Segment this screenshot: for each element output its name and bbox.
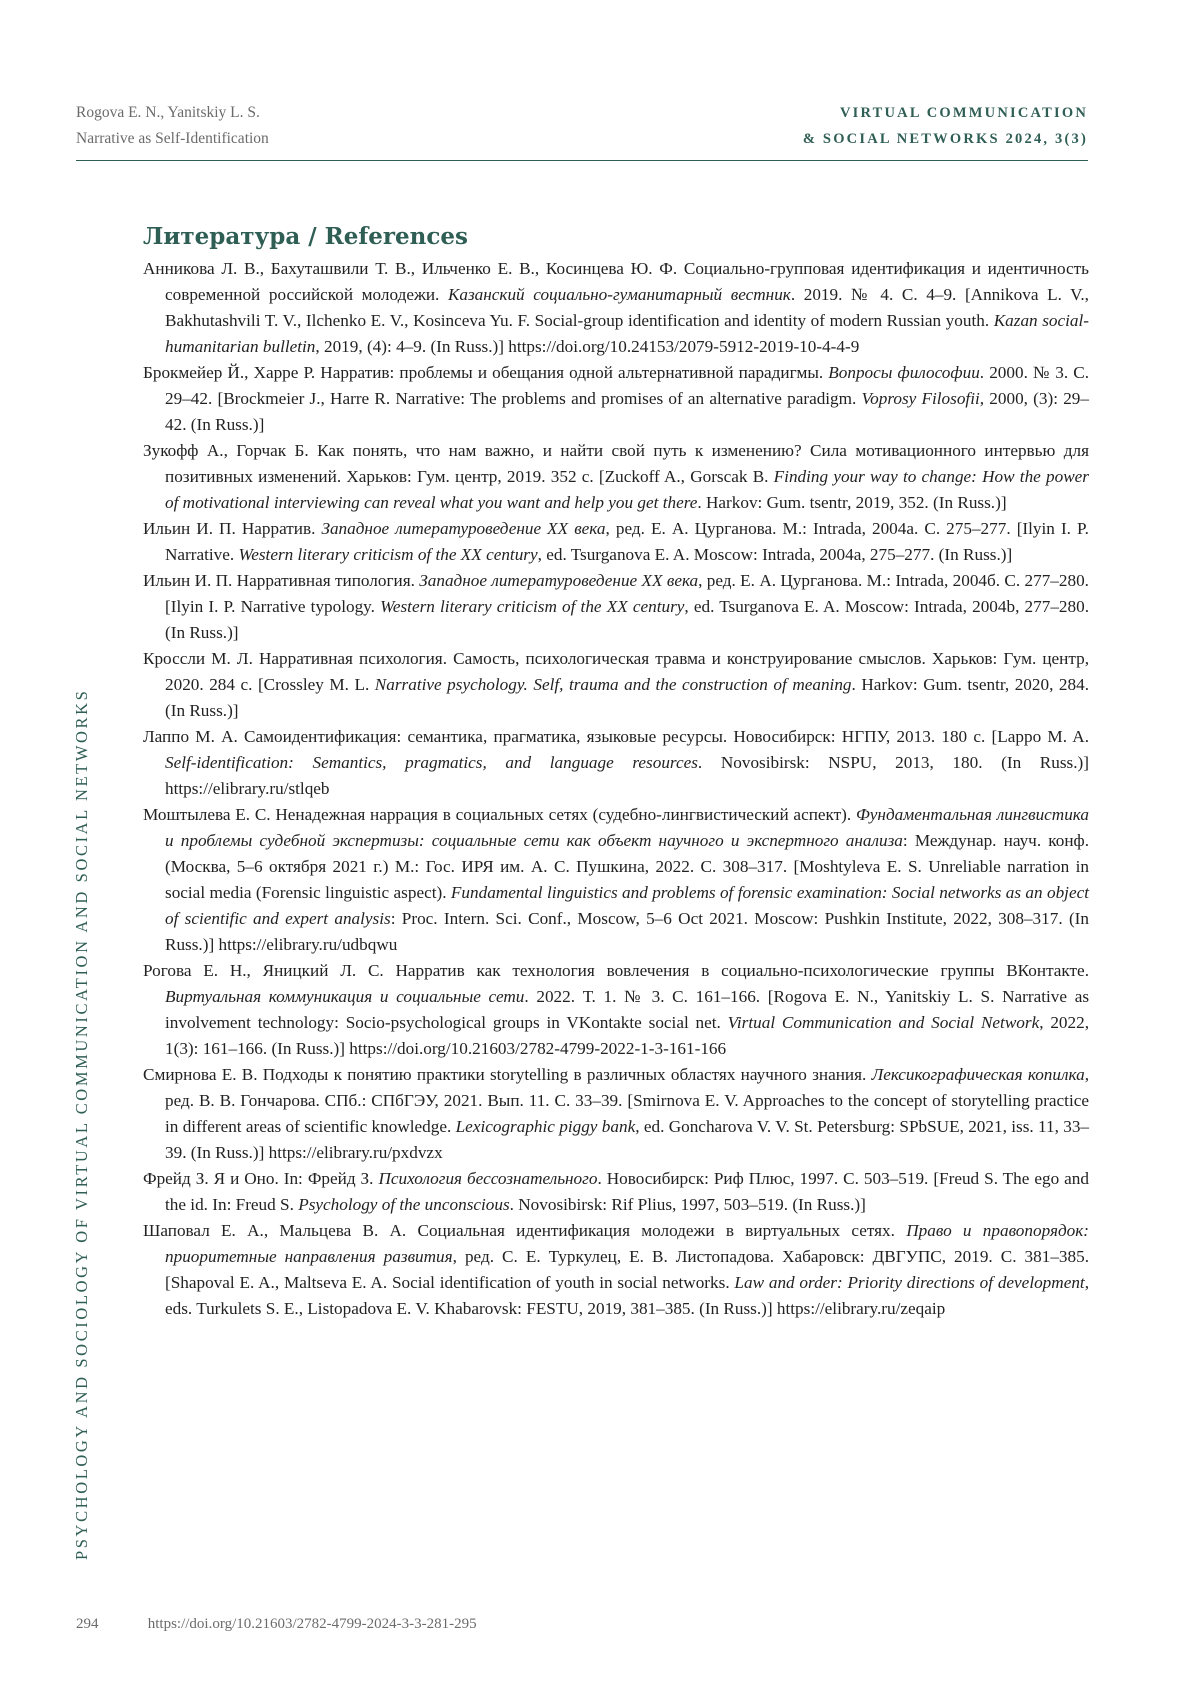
reference-text: : Междунар. науч. конф. (Москва, 5–6 октября 2021 г.) М.: Гос. ИРЯ им. А. С. Пушкина, 2022. С. 308–317. [Moshtyleva E. S. Unreliable narration in social media (Forensic linguistic aspect). — [165, 831, 1089, 902]
reference-title-italic: Лексикографическая копилка — [871, 1065, 1085, 1084]
reference-title-italic: Западное литературоведение XX века — [419, 571, 699, 590]
reference-entry — [143, 438, 1089, 516]
reference-entry — [143, 568, 1089, 646]
reference-entry — [143, 360, 1089, 438]
reference-text: . Novosibirsk: Rif Plius, 1997, 503–519. (In Russ.)] — [509, 1195, 866, 1214]
reference-text: . Новосибирск: Риф Плюс, 1997. С. 503–519. [Freud S. The ego and the id. In: Freud S. — [165, 1169, 1089, 1214]
reference-title-italic: Self-identification: Semantics, pragmatics, and language resources — [165, 753, 698, 772]
footer-doi-link[interactable]: https://doi.org/10.21603/2782-4799-2024-3-3-281-295 — [147, 1616, 477, 1632]
reference-title-italic: Виртуальная коммуникация и социальные сети — [165, 987, 525, 1006]
reference-title-italic: Psychology of the unconscious — [298, 1195, 510, 1214]
references-list — [143, 256, 1089, 1322]
reference-title-italic: Фундаментальная лингвистика и проблемы судебной экспертизы: социальные сети как объект научного и экспертного анализа — [165, 805, 1090, 850]
reference-title-italic: Western literary criticism of the XX century — [238, 545, 538, 564]
reference-title-italic: Law and order: Priority directions of development — [734, 1273, 1085, 1292]
reference-entry — [143, 724, 1089, 802]
header-left — [76, 100, 269, 152]
reference-title-italic: Western literary criticism of the XX century — [380, 597, 685, 616]
reference-text: Ильин И. П. Нарратив. — [143, 519, 322, 538]
reference-text: Кроссли М. Л. Нарративная психология. Самость, психологическая травма и конструирование смыслов. Харьков: Гум. центр, 2020. 284 с. [Crossley M. L. — [143, 649, 1089, 694]
reference-text: . Novosibirsk: NSPU, 2013, 180. (In Russ.)] https://elibrary.ru/stlqeb — [165, 753, 1089, 798]
reference-text: , 2000, (3): 29–42. (In Russ.)] — [165, 389, 1089, 434]
running-header — [76, 100, 1088, 161]
reference-entry — [143, 958, 1089, 1062]
reference-text: Шаповал Е. А., Мальцева В. А. Социальная идентификация молодежи в виртуальных сетях. — [143, 1221, 907, 1240]
reference-title-italic: Virtual Communication and Social Network — [727, 1013, 1040, 1032]
reference-title-italic: Voprosy Filosofii — [861, 389, 980, 408]
reference-title-italic: Право и правопорядок: приоритетные направления развития — [165, 1221, 1090, 1266]
reference-text: : Proc. Intern. Sci. Conf., Moscow, 5–6 Oct 2021. Moscow: Pushkin Institute, 2022, 308–317. (In Russ.)] https://elibrary.ru/udbqwu — [165, 909, 1089, 954]
reference-text: , eds. Turkulets S. E., Listopadova E. V. Khabarovsk: FESTU, 2019, 381–385. (In Russ.)] https://elibrary.ru/zeqaip — [165, 1273, 1089, 1318]
reference-title-italic: Западное литературоведение XX века — [321, 519, 606, 538]
header-article-title: Narrative as Self-Identification — [76, 130, 269, 147]
reference-text: Лаппо М. А. Самоидентификация: семантика, прагматика, языковые ресурсы. Новосибирск: НГПУ, 2013. 180 с. [Lappo M. A. — [143, 727, 1089, 746]
references-heading: Литература / References — [143, 223, 468, 250]
header-journal-line1: VIRTUAL COMMUNICATION — [839, 105, 1088, 121]
page-footer — [76, 1616, 477, 1633]
reference-title-italic: Вопросы философии — [828, 363, 980, 382]
reference-entry — [143, 256, 1089, 360]
reference-text: , ред. В. В. Гончарова. СПб.: СПбГЭУ, 2021. Вып. 11. С. 33–39. [Smirnova E. V. Approaches to the concept of storytelling practice in different areas of scientific knowledge. — [165, 1065, 1089, 1136]
reference-text: Моштылева Е. С. Ненадежная наррация в социальных сетях (судебно-лингвистический аспект). — [143, 805, 856, 824]
header-journal — [803, 100, 1088, 152]
reference-text: , 2022, 1(3): 161–166. (In Russ.)] https://doi.org/10.21603/2782-4799-2022-1-3-161-166 — [165, 1013, 1089, 1058]
reference-text: . 2022. Т. 1. № 3. С. 161–166. [Rogova E. N., Yanitskiy L. S. Narrative as involvement technology: Socio-psychological groups in VKontakte social net. — [165, 987, 1090, 1032]
reference-title-italic: Lexicographic piggy bank — [455, 1117, 636, 1136]
reference-text: , ред. Е. А. Цурганова. М.: Intrada, 2004a. С. 275–277. [Ilyin I. P. Narrative. — [165, 519, 1089, 564]
vertical-journal-section-title: PSYCHOLOGY AND SOCIOLOGY OF VIRTUAL COMMUNICATION AND SOCIAL NETWORKS — [72, 688, 91, 1560]
reference-entry — [143, 1218, 1089, 1322]
reference-title-italic: Narrative psychology. Self, trauma and the construction of meaning — [374, 675, 852, 694]
reference-text: Ильин И. П. Нарративная типология. — [143, 571, 420, 590]
reference-text: . Harkov: Gum. tsentr, 2020, 284. (In Russ.)] — [165, 675, 1089, 720]
reference-entry — [143, 802, 1089, 958]
reference-text: Брокмейер Й., Харре Р. Нарратив: проблемы и обещания одной альтернативной парадигмы. — [143, 363, 829, 382]
reference-text: , ed. Tsurganova E. A. Moscow: Intrada, 2004a, 275–277. (In Russ.)] — [537, 545, 1013, 564]
reference-title-italic: Казанский социально-гуманитарный вестник — [447, 285, 791, 304]
reference-entry — [143, 516, 1089, 568]
reference-text: Рогова Е. Н., Яницкий Л. С. Нарратив как технология вовлечения в социально-психологические группы ВКонтакте. — [143, 961, 1089, 980]
reference-text: . Harkov: Gum. tsentr, 2019, 352. (In Russ.)] — [697, 493, 1007, 512]
header-authors: Rogova E. N., Yanitskiy L. S. — [76, 104, 260, 121]
reference-entry — [143, 1062, 1089, 1166]
reference-text: . 2000. № 3. С. 29–42. [Brockmeier J., Harre R. Narrative: The problems and promises of an alternative paradigm. — [165, 363, 1090, 408]
reference-title-italic: Психология бессознательного — [378, 1169, 598, 1188]
reference-text: , ed. Tsurganova E. A. Moscow: Intrada, 2004b, 277–280. (In Russ.)] — [165, 597, 1089, 642]
reference-text: , 2019, (4): 4–9. (In Russ.)] https://doi.org/10.24153/2079-5912-2019-10-4-4-9 — [315, 337, 860, 356]
references-section — [143, 222, 1089, 1322]
page-number: 294 — [76, 1616, 99, 1632]
reference-text: , ред. Е. А. Цурганова. М.: Intrada, 2004б. С. 277–280. [Ilyin I. P. Narrative typology. — [165, 571, 1089, 616]
reference-text: Фрейд З. Я и Оно. In: Фрейд З. — [143, 1169, 379, 1188]
reference-title-italic: Finding your way to change: How the power of motivational interviewing can reveal what you want and help you get there — [165, 467, 1089, 512]
reference-text: Анникова Л. В., Бахуташвили Т. В., Ильченко Е. В., Косинцева Ю. Ф. Социально-групповая идентификация и идентичность современной российской молодежи. — [143, 259, 1089, 304]
reference-title-italic: Kazan social-humanitarian bulletin — [165, 311, 1089, 356]
reference-text: . 2019. № 4. С. 4–9. [Annikova L. V., Bakhutashvili T. V., Ilchenko E. V., Kosinceva Yu. F. Social-group identification and identity of modern Russian youth. — [165, 285, 1089, 330]
reference-entry — [143, 646, 1089, 724]
reference-text: , ред. С. Е. Туркулец, Е. В. Листопадова. Хабаровск: ДВГУПС, 2019. С. 381–385. [Shapoval E. A., Maltseva E. A. Social identification of youth in social networks. — [165, 1247, 1089, 1292]
header-journal-line2: & SOCIAL NETWORKS 2024, 3(3) — [802, 131, 1088, 147]
reference-text: Зукофф А., Горчак Б. Как понять, что нам важно, и найти свой путь к изменению? Сила мотивационного интервью для позитивных изменений. Харьков: Гум. центр, 2019. 352 с. [Zuckoff A., Gorscak B. — [143, 441, 1089, 486]
reference-text: Смирнова Е. В. Подходы к понятию практики storytelling в различных областях научного знания. — [143, 1065, 872, 1084]
reference-title-italic: Fundamental linguistics and problems of forensic examination: Social networks as an object of scientific and expert analysis — [165, 883, 1089, 928]
reference-entry — [143, 1166, 1089, 1218]
reference-text: , ed. Goncharova V. V. St. Petersburg: SPbSUE, 2021, iss. 11, 33–39. (In Russ.)] https://elibrary.ru/pxdvzx — [165, 1117, 1090, 1162]
